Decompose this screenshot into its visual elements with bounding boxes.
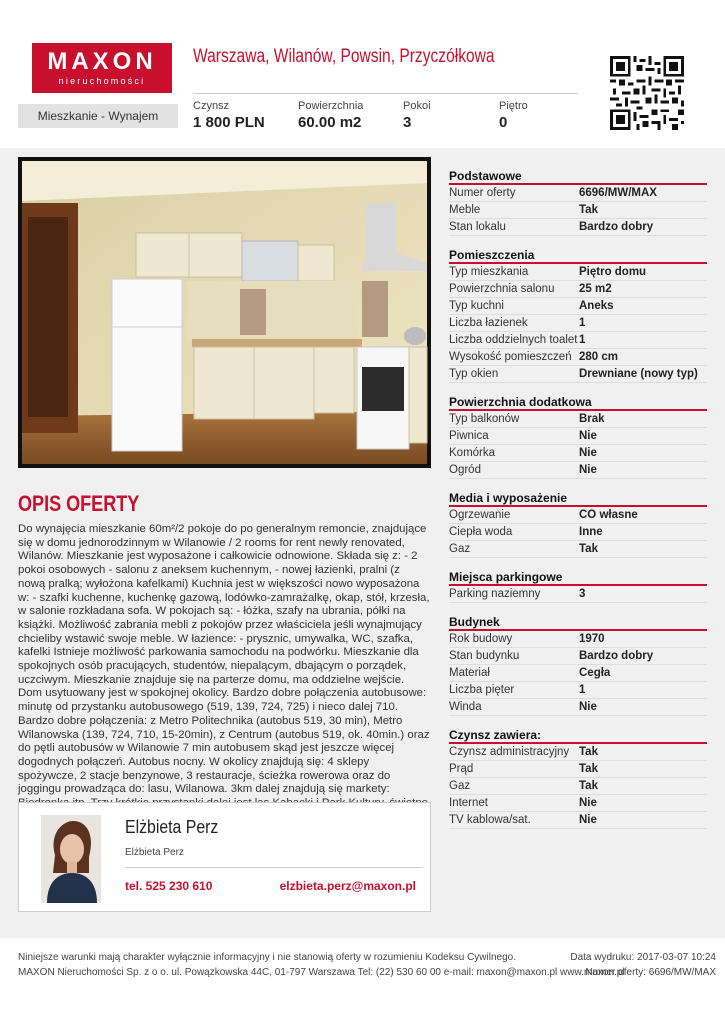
detail-row: [449, 507, 707, 524]
detail-row: [449, 202, 707, 219]
section-title: Czynsz zawiera:: [449, 727, 707, 744]
details-section: [449, 247, 707, 383]
details-section: [449, 168, 707, 236]
detail-value: Bardzo dobry: [579, 650, 654, 662]
footer-company: MAXON Nieruchomości Sp. z o o. ul. Powązkowska 44C, 01-797 Warszawa Tel: (22) 530 60 00 e-mail: maxon@maxon.pl www.maxon.pl: [18, 967, 625, 978]
footer-meta: [570, 950, 716, 980]
detail-row: [449, 795, 707, 812]
details-section: [449, 490, 707, 558]
detail-value: CO własne: [579, 509, 638, 521]
stat-value: 0: [499, 114, 508, 131]
detail-row: [449, 315, 707, 332]
logo-main-text: MAXON: [47, 48, 157, 75]
detail-label: Typ okien: [449, 368, 499, 380]
detail-value: Tak: [579, 780, 598, 792]
detail-label: Ciepła woda: [449, 526, 513, 538]
qr-code-icon[interactable]: [610, 56, 684, 130]
detail-row: [449, 445, 707, 462]
detail-value: Tak: [579, 204, 598, 216]
details-section: [449, 727, 707, 829]
detail-label: Liczba łazienek: [449, 317, 528, 329]
agent-phone-link[interactable]: tel. 525 230 610: [125, 879, 213, 893]
logo-sub-text: nieruchomości: [58, 76, 146, 86]
detail-value: Brak: [579, 413, 605, 425]
footer-disclaimer: Niniejsze warunki mają charakter wyłącznie informacyjny i nie stanowią oferty w rozumieniu Kodeksu Cywilnego.: [18, 952, 516, 963]
detail-value: Nie: [579, 814, 597, 826]
detail-label: TV kablowa/sat.: [449, 814, 531, 826]
detail-label: Numer oferty: [449, 187, 516, 199]
detail-label: Gaz: [449, 543, 471, 555]
detail-value: 25 m2: [579, 283, 612, 295]
detail-value: 1: [579, 334, 586, 346]
agent-subname: Elżbieta Perz: [125, 847, 184, 858]
agent-portrait: [41, 815, 101, 903]
stat-label: Piętro: [499, 100, 528, 112]
agent-avatar: [41, 815, 101, 903]
detail-label: Liczba pięter: [449, 684, 515, 696]
detail-row: [449, 462, 707, 479]
detail-label: Komórka: [449, 447, 496, 459]
detail-row: [449, 411, 707, 428]
detail-value: 6696/MW/MAX: [579, 187, 657, 199]
detail-value: 1: [579, 317, 586, 329]
stat-label: Powierzchnia: [298, 100, 364, 112]
maxon-logo[interactable]: [32, 43, 172, 93]
detail-value: Tak: [579, 746, 598, 758]
details-column: [449, 168, 707, 840]
detail-row: [449, 648, 707, 665]
detail-label: Internet: [449, 797, 488, 809]
details-section: [449, 569, 707, 603]
detail-label: Stan lokalu: [449, 221, 506, 233]
detail-value: Nie: [579, 430, 597, 442]
stat-label: Pokoi: [403, 100, 431, 112]
detail-row: [449, 699, 707, 716]
stat-value: 60.00 m2: [298, 114, 362, 131]
detail-label: Rok budowy: [449, 633, 513, 645]
stat-rent: [193, 100, 265, 131]
listing-type-badge: Mieszkanie - Wynajem: [18, 104, 178, 128]
section-title: Miejsca parkingowe: [449, 569, 707, 586]
detail-row: [449, 761, 707, 778]
detail-label: Wysokość pomieszczeń: [449, 351, 572, 363]
page-footer: [0, 938, 725, 1024]
detail-row: [449, 812, 707, 829]
detail-label: Materiał: [449, 667, 490, 679]
detail-value: Tak: [579, 763, 598, 775]
detail-row: [449, 682, 707, 699]
detail-value: Nie: [579, 464, 597, 476]
detail-label: Typ mieszkania: [449, 266, 529, 278]
detail-row: [449, 185, 707, 202]
detail-label: Meble: [449, 204, 481, 216]
detail-value: Piętro domu: [579, 266, 647, 278]
description-title: OPIS OFERTY: [18, 491, 140, 516]
detail-row: [449, 366, 707, 383]
detail-label: Winda: [449, 701, 482, 713]
detail-value: Nie: [579, 701, 597, 713]
detail-value: 3: [579, 588, 586, 600]
detail-row: [449, 524, 707, 541]
detail-label: Piwnica: [449, 430, 489, 442]
listing-address: Warszawa, Wilanów, Powsin, Przyczółkowa: [193, 46, 495, 67]
description-text: Do wynajęcia mieszkanie 60m²/2 pokoje do po generalnym remoncie, znajdujące się w domu jednorodzinnym w Wilanowie / 2 rooms for rent newly renovated, Wilanów. Mieszkanie jest wyposażone i całkowicie odnowione. Składa się z: - 2 pokoi osobowych - salonu z aneksem kuchennym, - nowej łazienki, pralni (z nową pralką; wyłożona kafelkami) Kuchnia jest w większości nowo wyposażona w: - szafki kuchenne, kuchenkę gazową, lodówko-zamrażalkę, okap, stół, krzesła, w salonie rozkładana sofa. W pokojach są: - łóżka, szafy na ubrania, półki na książki. Możliwość zabrania mebli z pokojów przez właściciela jeśli wynajmujący chcieliby wstawić swoje meble. W łazience: - prysznic, umywalka, WC, szafka, kafelki Istnieje możliwość parkowania samochodu na podwórku. Mieszkanie dla spokojnych osób pracujących, studentów, niepalącym, dbającym o porządek, uczciwym. Mieszkanie znajduje się na parterze domu, ma oddzielne wejście. Dom usytuowany jest w spokojnej okolicy. Bardzo dobre połączenia autobusowe: minutę od przystanku autobusowego (519, 139, 724, 725) i nieco dalej 710. Bardzo dobre połączenia: z Metro Politechnika (autobus 519, 30 min), Metro Wilanowska (139, 724, 710, 15-20min), z Centrum (autobus 519, ok. 40min.) oraz do pętli autobusów w Wilanowie 7 min autobusem skąd jest jeszcze więcej dogodnych połączeń. Autobus nocny. W okolicy znajdują się: 4 sklepy spożywcze, 2 stacje benzynowe, 3 restauracje, ścieżka rowerowa oraz do joggingu prowadząca do: lasu, Wilanowa. 3km dalej znajdują się markety:: [18, 523, 430, 796]
detail-value: Drewniane (nowy typ): [579, 368, 698, 380]
agent-card: [18, 802, 431, 912]
detail-value: Aneks: [579, 300, 614, 312]
detail-value: Cegła: [579, 667, 611, 679]
detail-row: [449, 219, 707, 236]
detail-row: [449, 541, 707, 558]
detail-row: [449, 281, 707, 298]
section-title: Media i wyposażenie: [449, 490, 707, 507]
section-title: Powierzchnia dodatkowa: [449, 394, 707, 411]
detail-row: [449, 631, 707, 648]
print-date: Data wydruku: 2017-03-07 10:24: [570, 952, 716, 963]
stat-label: Czynsz: [193, 100, 230, 112]
detail-label: Stan budynku: [449, 650, 520, 662]
detail-value: Bardzo dobry: [579, 221, 654, 233]
detail-value: 1: [579, 684, 586, 696]
agent-email-link[interactable]: elzbieta.perz@maxon.pl: [279, 879, 416, 893]
stat-value: 3: [403, 114, 412, 131]
detail-value: Nie: [579, 447, 597, 459]
header-divider: [193, 93, 578, 94]
stat-value: 1 800 PLN: [193, 114, 265, 131]
detail-row: [449, 744, 707, 761]
detail-label: Ogrzewanie: [449, 509, 511, 521]
kitchen-photo-illustration: [22, 161, 427, 464]
stat-rooms: [403, 100, 431, 131]
detail-label: Typ balkonów: [449, 413, 520, 425]
detail-row: [449, 332, 707, 349]
detail-label: Powierzchnia salonu: [449, 283, 555, 295]
details-section: [449, 614, 707, 716]
detail-value: Inne: [579, 526, 603, 538]
detail-label: Parking naziemny: [449, 588, 541, 600]
detail-row: [449, 298, 707, 315]
detail-value: 1970: [579, 633, 605, 645]
detail-row: [449, 349, 707, 366]
stat-area: [298, 100, 363, 131]
detail-label: Czynsz administracyjny: [449, 746, 570, 758]
footer-offer-number: Numer oferty: 6696/MW/MAX: [585, 967, 716, 978]
detail-label: Ogród: [449, 464, 481, 476]
detail-value: 280 cm: [579, 351, 619, 363]
page-header: [0, 0, 725, 148]
detail-row: [449, 665, 707, 682]
detail-label: Typ kuchni: [449, 300, 504, 312]
detail-row: [449, 586, 707, 603]
footer-legal: [18, 950, 625, 980]
agent-divider: [125, 867, 423, 868]
section-title: Pomieszczenia: [449, 247, 707, 264]
detail-row: [449, 264, 707, 281]
detail-label: Liczba oddzielnych toalet: [449, 334, 578, 346]
detail-value: Nie: [579, 797, 597, 809]
stat-floor: [499, 100, 528, 131]
section-title: Podstawowe: [449, 168, 707, 185]
agent-name: Elżbieta Perz: [125, 817, 219, 837]
section-title: Budynek: [449, 614, 707, 631]
detail-row: [449, 778, 707, 795]
detail-label: Gaz: [449, 780, 471, 792]
detail-row: [449, 428, 707, 445]
detail-label: Prąd: [449, 763, 474, 775]
details-section: [449, 394, 707, 479]
detail-value: Tak: [579, 543, 598, 555]
property-photo[interactable]: [18, 157, 431, 468]
